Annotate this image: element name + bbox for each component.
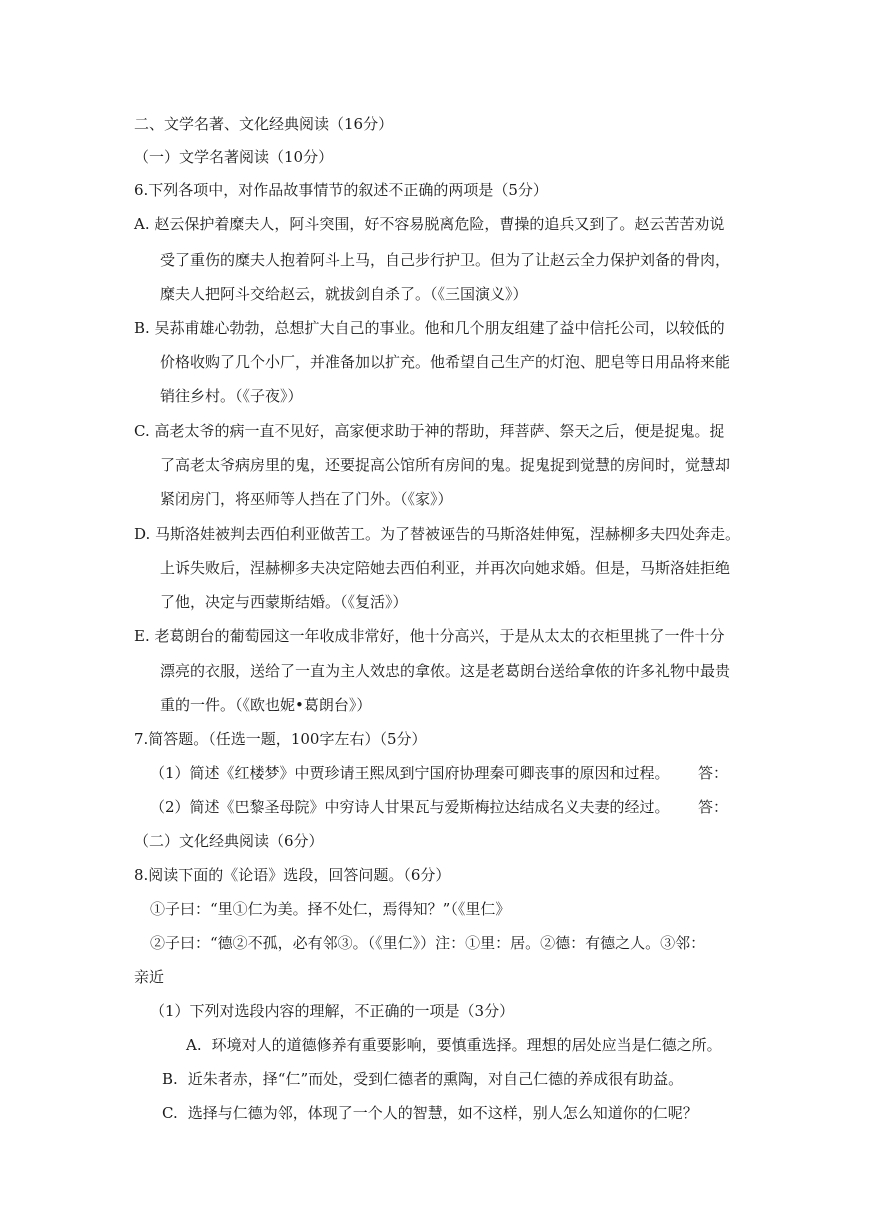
q6-option-a-line2: 受了重伤的糜夫人抱着阿斗上马，自己步行护卫。但为了让赵云全力保护刘备的骨肉，: [160, 251, 731, 269]
option-text: 近朱者赤，择“仁”而处，受到仁德者的熏陶，对自己仁德的养成很有助益。: [187, 1070, 684, 1088]
option-text: 环境对人的道德修养有重要影响，要慎重选择。理想的居处应当是仁德之所。: [211, 1036, 722, 1054]
option-label: C.: [162, 1104, 178, 1122]
q8-sub1-option-b: [162, 1069, 683, 1089]
q6-option-c-line1: C. 高老太爷的病一直不见好，高家便求助于神的帮助，拜菩萨、祭天之后，便是捉鬼。捉: [134, 422, 725, 440]
q6-option-b-line3: 销往乡村。（《子夜》）: [160, 387, 303, 405]
question-6-stem: 6.下列各项中，对作品故事情节的叙述不正确的两项是（5分）: [134, 181, 548, 199]
q8-quote-2-line1: ②子曰：“德②不孤，必有邻③。（《里仁》）注：①里：居。②德：有德之人。③邻：: [150, 934, 706, 952]
part1-title: （一）文学名著阅读（10分）: [134, 148, 334, 166]
q6-option-d-line2: 上诉失败后，涅赫柳多夫决定陪她去西伯利亚，并再次向她求婚。但是，马斯洛娃拒绝: [160, 559, 731, 577]
q6-option-e-line2: 漂亮的衣服，送给了一直为主人效忠的拿侬。这是老葛朗台送给拿侬的许多礼物中最贵: [160, 662, 731, 680]
option-label: A.: [186, 1036, 202, 1054]
q6-option-d-line3: 了他，决定与西蒙斯结婚。（《复活》）: [160, 593, 408, 611]
q6-option-b-line1: B. 吴荪甫雄心勃勃，总想扩大自己的事业。他和几个朋友组建了益中信托公司，以较低的: [134, 319, 725, 337]
q6-option-c-line2: 了高老太爷病房里的鬼，还要捉高公馆所有房间的鬼。捉鬼捉到觉慧的房间时，觉慧却: [160, 456, 731, 474]
option-label: B.: [162, 1070, 178, 1088]
q7-item-2-answer-label: 答：: [698, 798, 729, 816]
q6-option-e-line3: 重的一件。（《欧也妮•葛朗台》）: [160, 696, 372, 714]
q6-option-c-line3: 紧闭房门，将巫师等人挡在了门外。（《家》）: [160, 490, 453, 508]
q7-item-1-answer-label: 答：: [698, 764, 729, 782]
part2-title: （二）文化经典阅读（6分）: [134, 832, 324, 850]
q8-quote-1: ①子曰：“里①仁为美。择不处仁，焉得知？”（《里仁》: [150, 900, 511, 918]
q6-option-b-line2: 价格收购了几个小厂，并准备加以扩充。他希望自己生产的灯泡、肥皂等日用品将来能: [160, 353, 731, 371]
section-title: 二、文学名著、文化经典阅读（16分）: [134, 115, 394, 133]
question-7-stem: 7.简答题。（任选一题，100字左右）（5分）: [134, 730, 427, 748]
q8-sub1-option-a: [186, 1035, 722, 1055]
q6-option-a-line3: 糜夫人把阿斗交给赵云，就拔剑自杀了。（《三国演义》）: [160, 285, 528, 303]
q6-option-d-line1: D. 马斯洛娃被判去西伯利亚做苦工。为了替被诬告的马斯洛娃伸冤，涅赫柳多夫四处奔走。: [134, 525, 741, 543]
q7-item-2: （2）简述《巴黎圣母院》中穷诗人甘果瓦与爱斯梅拉达结成名义夫妻的经过。: [150, 798, 670, 816]
q6-option-a-line1: A. 赵云保护着糜夫人，阿斗突围，好不容易脱离危险，曹操的追兵又到了。赵云苦苦劝说: [134, 215, 725, 233]
question-8-stem: 8.阅读下面的《论语》选段，回答问题。（6分）: [134, 866, 451, 884]
option-text: 选择与仁德为邻，体现了一个人的智慧，如不这样，别人怎么知道你的仁呢？: [187, 1104, 698, 1122]
q8-sub1-stem: （1）下列对选段内容的理解，不正确的一项是（3分）: [150, 1002, 515, 1020]
q8-sub1-option-c: [162, 1103, 698, 1123]
q7-item-1: （1）简述《红楼梦》中贾珍请王熙凤到宁国府协理秦可卿丧事的原因和过程。: [150, 764, 670, 782]
q6-option-e-line1: E. 老葛朗台的葡萄园这一年收成非常好，他十分高兴，于是从太太的衣柜里挑了一件十分: [134, 627, 725, 645]
q8-quote-2-line2: 亲近: [134, 968, 165, 986]
